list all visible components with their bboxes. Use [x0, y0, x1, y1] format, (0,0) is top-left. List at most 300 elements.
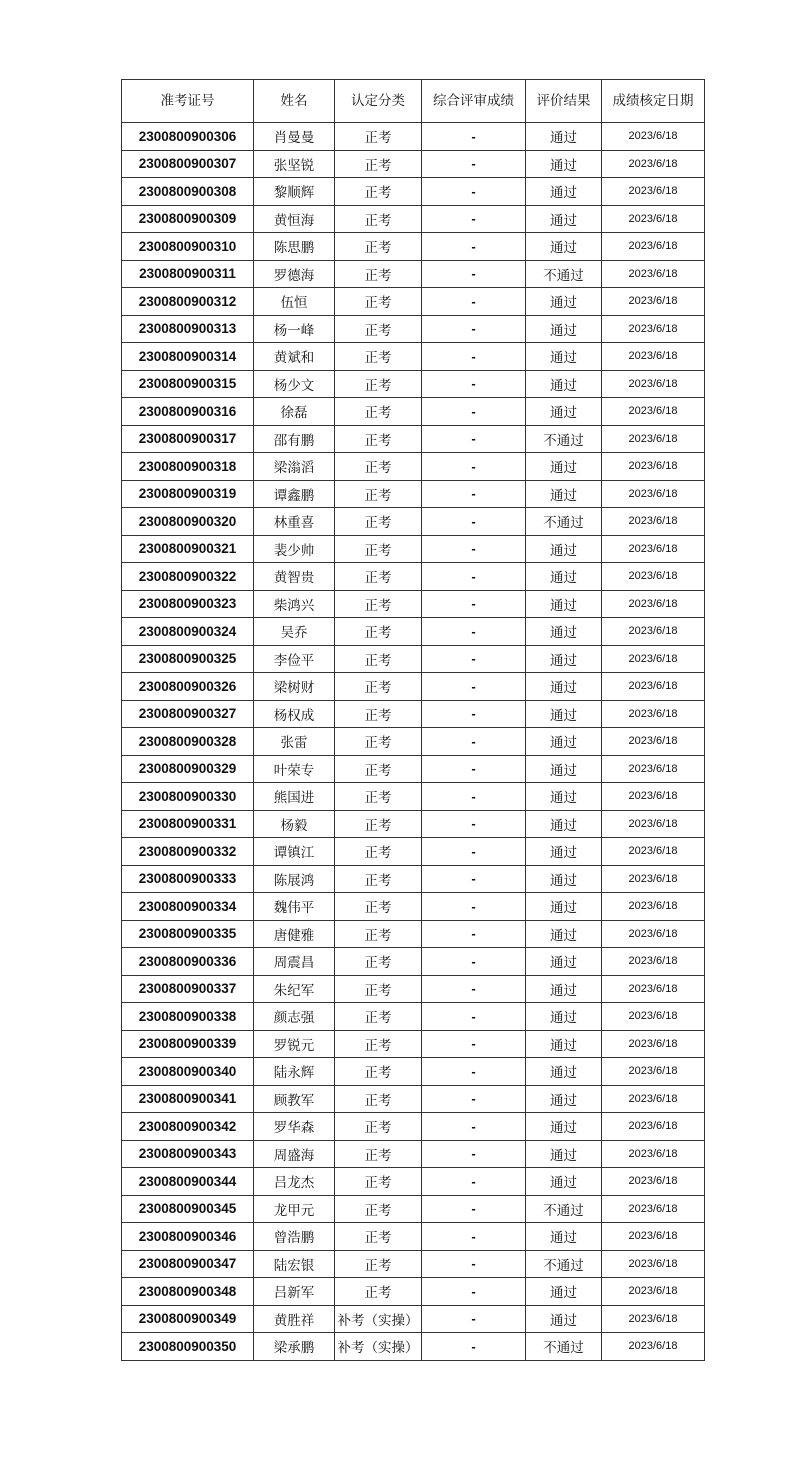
cell-score: -: [422, 590, 526, 618]
cell-exam-id: 2300800900323: [122, 590, 254, 618]
cell-exam-id: 2300800900332: [122, 838, 254, 866]
table-row: [122, 1003, 705, 1031]
cell-category: 正考: [335, 480, 422, 508]
cell-category: 正考: [335, 535, 422, 563]
cell-category: 正考: [335, 838, 422, 866]
cell-result: 通过: [526, 975, 602, 1003]
cell-date: 2023/6/18: [602, 233, 705, 261]
cell-score: -: [422, 1003, 526, 1031]
header-category: 认定分类: [335, 80, 422, 123]
table-row: [122, 1085, 705, 1113]
cell-exam-id: 2300800900328: [122, 728, 254, 756]
cell-name: 吕新军: [254, 1278, 335, 1306]
cell-score: -: [422, 398, 526, 426]
cell-name: 黄恒海: [254, 205, 335, 233]
cell-exam-id: 2300800900313: [122, 315, 254, 343]
table-row: [122, 425, 705, 453]
cell-score: -: [422, 1223, 526, 1251]
cell-name: 罗华森: [254, 1113, 335, 1141]
cell-date: 2023/6/18: [602, 1333, 705, 1361]
cell-score: -: [422, 618, 526, 646]
cell-date: 2023/6/18: [602, 425, 705, 453]
cell-category: 正考: [335, 783, 422, 811]
cell-exam-id: 2300800900326: [122, 673, 254, 701]
cell-category: 正考: [335, 673, 422, 701]
cell-date: 2023/6/18: [602, 1305, 705, 1333]
header-exam-id: 准考证号: [122, 80, 254, 123]
table-row: [122, 618, 705, 646]
cell-name: 林重喜: [254, 508, 335, 536]
cell-exam-id: 2300800900307: [122, 150, 254, 178]
cell-score: -: [422, 1195, 526, 1223]
cell-exam-id: 2300800900347: [122, 1250, 254, 1278]
cell-category: 正考: [335, 865, 422, 893]
cell-result: 不通过: [526, 508, 602, 536]
cell-exam-id: 2300800900346: [122, 1223, 254, 1251]
cell-score: -: [422, 975, 526, 1003]
cell-date: 2023/6/18: [602, 1195, 705, 1223]
cell-score: -: [422, 123, 526, 151]
cell-exam-id: 2300800900340: [122, 1058, 254, 1086]
cell-score: -: [422, 865, 526, 893]
header-date: 成绩核定日期: [602, 80, 705, 123]
table-row: [122, 563, 705, 591]
cell-date: 2023/6/18: [602, 370, 705, 398]
cell-result: 通过: [526, 288, 602, 316]
cell-score: -: [422, 783, 526, 811]
cell-score: -: [422, 1113, 526, 1141]
cell-category: 正考: [335, 948, 422, 976]
cell-result: 通过: [526, 315, 602, 343]
table-row: [122, 288, 705, 316]
cell-category: 正考: [335, 618, 422, 646]
cell-date: 2023/6/18: [602, 673, 705, 701]
cell-name: 罗德海: [254, 260, 335, 288]
cell-score: -: [422, 563, 526, 591]
cell-date: 2023/6/18: [602, 508, 705, 536]
cell-result: 通过: [526, 1030, 602, 1058]
table-row: [122, 315, 705, 343]
cell-name: 谭鑫鹏: [254, 480, 335, 508]
cell-exam-id: 2300800900320: [122, 508, 254, 536]
cell-date: 2023/6/18: [602, 1168, 705, 1196]
cell-category: 正考: [335, 343, 422, 371]
table-row: [122, 370, 705, 398]
table-row: [122, 1250, 705, 1278]
cell-score: -: [422, 425, 526, 453]
cell-exam-id: 2300800900312: [122, 288, 254, 316]
cell-exam-id: 2300800900341: [122, 1085, 254, 1113]
cell-category: 正考: [335, 728, 422, 756]
cell-exam-id: 2300800900318: [122, 453, 254, 481]
cell-result: 通过: [526, 343, 602, 371]
cell-result: 通过: [526, 1305, 602, 1333]
cell-exam-id: 2300800900338: [122, 1003, 254, 1031]
cell-score: -: [422, 673, 526, 701]
cell-date: 2023/6/18: [602, 1250, 705, 1278]
cell-date: 2023/6/18: [602, 975, 705, 1003]
cell-result: 通过: [526, 673, 602, 701]
cell-result: 通过: [526, 1168, 602, 1196]
table-row: [122, 893, 705, 921]
cell-exam-id: 2300800900325: [122, 645, 254, 673]
cell-exam-id: 2300800900324: [122, 618, 254, 646]
cell-name: 黄智贵: [254, 563, 335, 591]
table-row: [122, 480, 705, 508]
cell-name: 吕龙杰: [254, 1168, 335, 1196]
cell-name: 梁树财: [254, 673, 335, 701]
cell-name: 魏伟平: [254, 893, 335, 921]
cell-result: 通过: [526, 123, 602, 151]
cell-category: 正考: [335, 1113, 422, 1141]
cell-result: 不通过: [526, 425, 602, 453]
cell-name: 肖曼曼: [254, 123, 335, 151]
table-row: [122, 590, 705, 618]
cell-result: 通过: [526, 645, 602, 673]
cell-result: 通过: [526, 398, 602, 426]
cell-date: 2023/6/18: [602, 1140, 705, 1168]
cell-result: 通过: [526, 453, 602, 481]
cell-name: 唐健雅: [254, 920, 335, 948]
cell-category: 正考: [335, 975, 422, 1003]
cell-category: 正考: [335, 315, 422, 343]
cell-result: 通过: [526, 233, 602, 261]
cell-score: -: [422, 920, 526, 948]
cell-date: 2023/6/18: [602, 755, 705, 783]
cell-score: -: [422, 645, 526, 673]
cell-result: 通过: [526, 810, 602, 838]
table-row: [122, 508, 705, 536]
cell-name: 梁滃滔: [254, 453, 335, 481]
cell-score: -: [422, 728, 526, 756]
cell-result: 通过: [526, 1223, 602, 1251]
cell-name: 周盛海: [254, 1140, 335, 1168]
cell-result: 通过: [526, 590, 602, 618]
cell-score: -: [422, 1140, 526, 1168]
cell-score: -: [422, 1168, 526, 1196]
header-name: 姓名: [254, 80, 335, 123]
cell-name: 裴少帅: [254, 535, 335, 563]
cell-name: 梁承鹏: [254, 1333, 335, 1361]
table-row: [122, 728, 705, 756]
cell-result: 通过: [526, 563, 602, 591]
cell-result: 通过: [526, 1278, 602, 1306]
cell-exam-id: 2300800900308: [122, 178, 254, 206]
cell-name: 黄斌和: [254, 343, 335, 371]
cell-score: -: [422, 315, 526, 343]
table-row: [122, 673, 705, 701]
table-row: [122, 783, 705, 811]
cell-date: 2023/6/18: [602, 838, 705, 866]
cell-date: 2023/6/18: [602, 783, 705, 811]
cell-name: 谭镇江: [254, 838, 335, 866]
cell-result: 通过: [526, 1003, 602, 1031]
cell-name: 杨毅: [254, 810, 335, 838]
cell-category: 补考（实操）: [335, 1305, 422, 1333]
cell-result: 通过: [526, 1058, 602, 1086]
table-row: [122, 1140, 705, 1168]
cell-score: -: [422, 893, 526, 921]
cell-result: 通过: [526, 1140, 602, 1168]
cell-score: -: [422, 288, 526, 316]
cell-category: 正考: [335, 508, 422, 536]
cell-score: -: [422, 755, 526, 783]
cell-name: 黄胜祥: [254, 1305, 335, 1333]
cell-exam-id: 2300800900349: [122, 1305, 254, 1333]
cell-result: 不通过: [526, 260, 602, 288]
table-row: [122, 123, 705, 151]
cell-score: -: [422, 1305, 526, 1333]
cell-name: 顾教军: [254, 1085, 335, 1113]
cell-score: -: [422, 178, 526, 206]
cell-result: 通过: [526, 728, 602, 756]
cell-category: 正考: [335, 150, 422, 178]
cell-category: 正考: [335, 1003, 422, 1031]
cell-name: 熊国进: [254, 783, 335, 811]
cell-date: 2023/6/18: [602, 1085, 705, 1113]
cell-result: 通过: [526, 755, 602, 783]
table-row: [122, 178, 705, 206]
cell-category: 正考: [335, 1250, 422, 1278]
cell-result: 通过: [526, 535, 602, 563]
table-row: [122, 1058, 705, 1086]
cell-date: 2023/6/18: [602, 893, 705, 921]
cell-name: 陆永辉: [254, 1058, 335, 1086]
cell-date: 2023/6/18: [602, 728, 705, 756]
table-row: [122, 150, 705, 178]
table-row: [122, 920, 705, 948]
cell-category: 正考: [335, 810, 422, 838]
cell-exam-id: 2300800900309: [122, 205, 254, 233]
cell-result: 不通过: [526, 1250, 602, 1278]
cell-exam-id: 2300800900339: [122, 1030, 254, 1058]
cell-exam-id: 2300800900321: [122, 535, 254, 563]
cell-date: 2023/6/18: [602, 645, 705, 673]
cell-date: 2023/6/18: [602, 1113, 705, 1141]
cell-category: 正考: [335, 260, 422, 288]
cell-exam-id: 2300800900336: [122, 948, 254, 976]
table-row: [122, 865, 705, 893]
cell-date: 2023/6/18: [602, 260, 705, 288]
table-row: [122, 1223, 705, 1251]
cell-result: 通过: [526, 1113, 602, 1141]
cell-exam-id: 2300800900314: [122, 343, 254, 371]
table-row: [122, 700, 705, 728]
cell-result: 通过: [526, 150, 602, 178]
cell-name: 伍恒: [254, 288, 335, 316]
cell-date: 2023/6/18: [602, 453, 705, 481]
cell-name: 柴鸿兴: [254, 590, 335, 618]
results-table: [121, 79, 705, 1361]
table-row: [122, 260, 705, 288]
cell-category: 正考: [335, 398, 422, 426]
table-row: [122, 205, 705, 233]
cell-name: 黎顺辉: [254, 178, 335, 206]
cell-result: 通过: [526, 480, 602, 508]
cell-category: 正考: [335, 1223, 422, 1251]
cell-name: 邵有鹏: [254, 425, 335, 453]
cell-category: 正考: [335, 700, 422, 728]
cell-date: 2023/6/18: [602, 205, 705, 233]
cell-exam-id: 2300800900316: [122, 398, 254, 426]
cell-date: 2023/6/18: [602, 1003, 705, 1031]
cell-date: 2023/6/18: [602, 948, 705, 976]
cell-result: 通过: [526, 700, 602, 728]
cell-name: 张雷: [254, 728, 335, 756]
cell-result: 通过: [526, 178, 602, 206]
cell-exam-id: 2300800900331: [122, 810, 254, 838]
table-row: [122, 1333, 705, 1361]
cell-exam-id: 2300800900343: [122, 1140, 254, 1168]
cell-category: 正考: [335, 1168, 422, 1196]
table-row: [122, 1305, 705, 1333]
table-row: [122, 755, 705, 783]
cell-date: 2023/6/18: [602, 178, 705, 206]
cell-category: 正考: [335, 563, 422, 591]
table-row: [122, 948, 705, 976]
cell-date: 2023/6/18: [602, 288, 705, 316]
table-row: [122, 1030, 705, 1058]
cell-name: 周震昌: [254, 948, 335, 976]
cell-score: -: [422, 343, 526, 371]
cell-date: 2023/6/18: [602, 590, 705, 618]
cell-result: 通过: [526, 948, 602, 976]
cell-score: -: [422, 233, 526, 261]
cell-category: 正考: [335, 123, 422, 151]
table-row: [122, 1113, 705, 1141]
header-result: 评价结果: [526, 80, 602, 123]
cell-result: 通过: [526, 893, 602, 921]
cell-category: 正考: [335, 1030, 422, 1058]
cell-category: 正考: [335, 1085, 422, 1113]
cell-name: 张坚锐: [254, 150, 335, 178]
table-body: [122, 123, 705, 1361]
cell-exam-id: 2300800900315: [122, 370, 254, 398]
cell-score: -: [422, 1278, 526, 1306]
header-row: [122, 80, 705, 123]
cell-score: -: [422, 1058, 526, 1086]
cell-name: 龙甲元: [254, 1195, 335, 1223]
cell-name: 杨少文: [254, 370, 335, 398]
cell-name: 李俭平: [254, 645, 335, 673]
cell-result: 通过: [526, 865, 602, 893]
cell-result: 通过: [526, 370, 602, 398]
table-row: [122, 233, 705, 261]
cell-exam-id: 2300800900327: [122, 700, 254, 728]
cell-category: 补考（实操）: [335, 1333, 422, 1361]
cell-category: 正考: [335, 288, 422, 316]
table-row: [122, 535, 705, 563]
cell-category: 正考: [335, 755, 422, 783]
cell-score: -: [422, 150, 526, 178]
cell-date: 2023/6/18: [602, 150, 705, 178]
cell-name: 曾浩鹏: [254, 1223, 335, 1251]
cell-name: 陈展鸿: [254, 865, 335, 893]
table-row: [122, 1168, 705, 1196]
cell-category: 正考: [335, 893, 422, 921]
cell-result: 通过: [526, 920, 602, 948]
cell-date: 2023/6/18: [602, 480, 705, 508]
cell-date: 2023/6/18: [602, 398, 705, 426]
cell-date: 2023/6/18: [602, 315, 705, 343]
cell-date: 2023/6/18: [602, 1278, 705, 1306]
table-row: [122, 645, 705, 673]
cell-exam-id: 2300800900334: [122, 893, 254, 921]
cell-name: 徐磊: [254, 398, 335, 426]
cell-exam-id: 2300800900317: [122, 425, 254, 453]
cell-score: -: [422, 948, 526, 976]
cell-exam-id: 2300800900329: [122, 755, 254, 783]
cell-date: 2023/6/18: [602, 700, 705, 728]
table-row: [122, 1195, 705, 1223]
cell-date: 2023/6/18: [602, 920, 705, 948]
cell-result: 不通过: [526, 1333, 602, 1361]
cell-exam-id: 2300800900342: [122, 1113, 254, 1141]
cell-name: 吴乔: [254, 618, 335, 646]
cell-exam-id: 2300800900319: [122, 480, 254, 508]
table-row: [122, 453, 705, 481]
cell-result: 通过: [526, 618, 602, 646]
table-row: [122, 838, 705, 866]
cell-score: -: [422, 1085, 526, 1113]
cell-date: 2023/6/18: [602, 865, 705, 893]
table-row: [122, 810, 705, 838]
cell-score: -: [422, 838, 526, 866]
cell-name: 颜志强: [254, 1003, 335, 1031]
cell-exam-id: 2300800900311: [122, 260, 254, 288]
cell-score: -: [422, 453, 526, 481]
cell-name: 杨权成: [254, 700, 335, 728]
cell-result: 通过: [526, 1085, 602, 1113]
cell-date: 2023/6/18: [602, 618, 705, 646]
cell-category: 正考: [335, 453, 422, 481]
cell-date: 2023/6/18: [602, 810, 705, 838]
cell-date: 2023/6/18: [602, 1223, 705, 1251]
cell-score: -: [422, 508, 526, 536]
header-score: 综合评审成绩: [422, 80, 526, 123]
cell-name: 陈思鹏: [254, 233, 335, 261]
cell-result: 不通过: [526, 1195, 602, 1223]
cell-result: 通过: [526, 783, 602, 811]
cell-category: 正考: [335, 590, 422, 618]
cell-category: 正考: [335, 1140, 422, 1168]
table-row: [122, 398, 705, 426]
cell-exam-id: 2300800900348: [122, 1278, 254, 1306]
cell-category: 正考: [335, 1058, 422, 1086]
cell-score: -: [422, 480, 526, 508]
cell-score: -: [422, 260, 526, 288]
cell-result: 通过: [526, 205, 602, 233]
cell-category: 正考: [335, 205, 422, 233]
table-row: [122, 975, 705, 1003]
cell-score: -: [422, 700, 526, 728]
cell-score: -: [422, 535, 526, 563]
cell-name: 杨一峰: [254, 315, 335, 343]
cell-name: 叶荣专: [254, 755, 335, 783]
cell-name: 罗锐元: [254, 1030, 335, 1058]
cell-score: -: [422, 1333, 526, 1361]
cell-exam-id: 2300800900322: [122, 563, 254, 591]
cell-category: 正考: [335, 178, 422, 206]
cell-exam-id: 2300800900344: [122, 1168, 254, 1196]
cell-name: 朱纪军: [254, 975, 335, 1003]
cell-exam-id: 2300800900306: [122, 123, 254, 151]
cell-exam-id: 2300800900350: [122, 1333, 254, 1361]
cell-date: 2023/6/18: [602, 343, 705, 371]
table-row: [122, 1278, 705, 1306]
cell-score: -: [422, 1250, 526, 1278]
cell-category: 正考: [335, 645, 422, 673]
